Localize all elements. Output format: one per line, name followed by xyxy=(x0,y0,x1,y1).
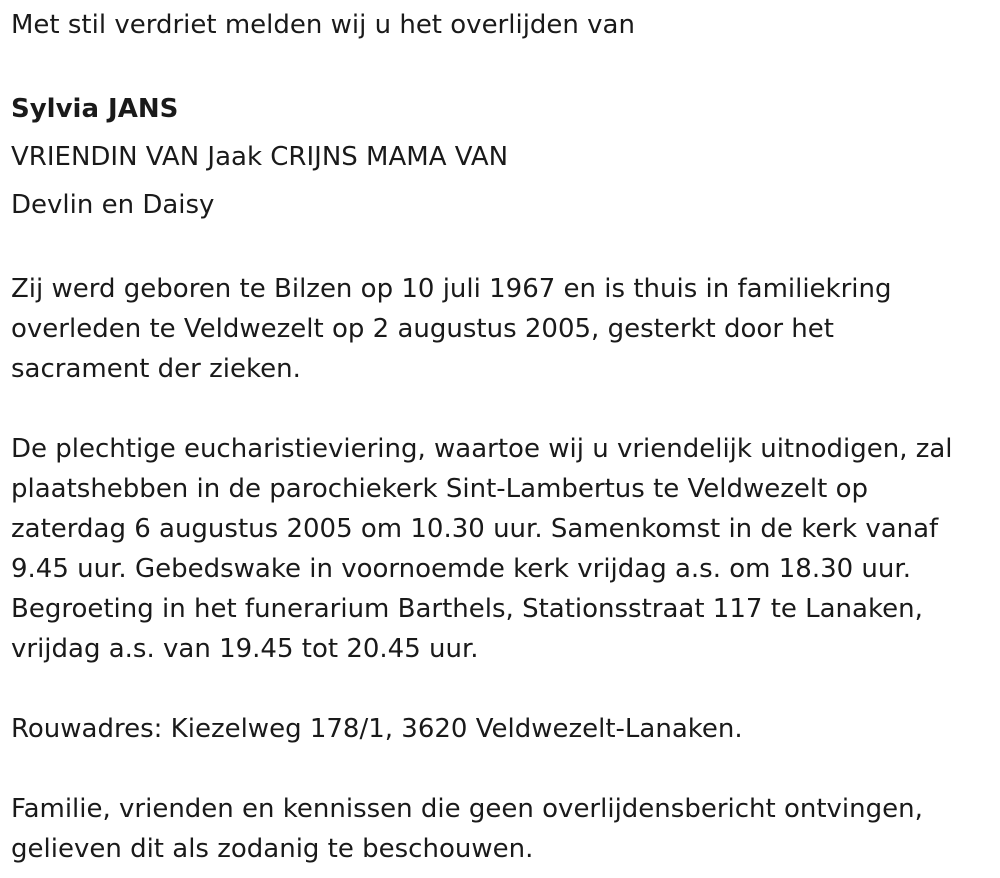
paragraph-line: zaterdag 6 augustus 2005 om 10.30 uur. Samenkomst in de kerk vanaf xyxy=(11,514,939,544)
closing-paragraph xyxy=(11,789,980,869)
deceased-name: Sylvia JANS xyxy=(11,94,179,124)
ceremony-paragraph xyxy=(11,429,980,669)
paragraph-line: Zij werd geboren te Bilzen op 10 juli 1967 en is thuis in familiekring xyxy=(11,274,892,304)
intro-text: Met stil verdriet melden wij u het overlijden van xyxy=(11,10,635,40)
address-paragraph xyxy=(11,709,980,749)
relation-line: VRIENDIN VAN Jaak CRIJNS MAMA VAN xyxy=(11,142,509,172)
paragraph-line: vrijdag a.s. van 19.45 tot 20.45 uur. xyxy=(11,634,479,664)
paragraph-line: sacrament der zieken. xyxy=(11,354,301,384)
paragraph-line: plaatshebben in de parochiekerk Sint-Lambertus te Veldwezelt op xyxy=(11,474,869,504)
paragraph-line: Familie, vrienden en kennissen die geen overlijdensbericht ontvingen, xyxy=(11,794,923,824)
paragraph-line: De plechtige eucharistieviering, waartoe wij u vriendelijk uitnodigen, zal xyxy=(11,434,953,464)
birth-paragraph xyxy=(11,269,980,389)
paragraph-line: Begroeting in het funerarium Barthels, Stationsstraat 117 te Lanaken, xyxy=(11,594,923,624)
paragraph-line: 9.45 uur. Gebedswake in voornoemde kerk vrijdag a.s. om 18.30 uur. xyxy=(11,554,911,584)
paragraph-line: gelieven dit als zodanig te beschouwen. xyxy=(11,834,534,864)
paragraph-line: overleden te Veldwezelt op 2 augustus 2005, gesterkt door het xyxy=(11,314,834,344)
mourning-address: Rouwadres: Kiezelweg 178/1, 3620 Veldwezelt-Lanaken. xyxy=(11,714,743,744)
relation-line: Devlin en Daisy xyxy=(11,190,215,220)
